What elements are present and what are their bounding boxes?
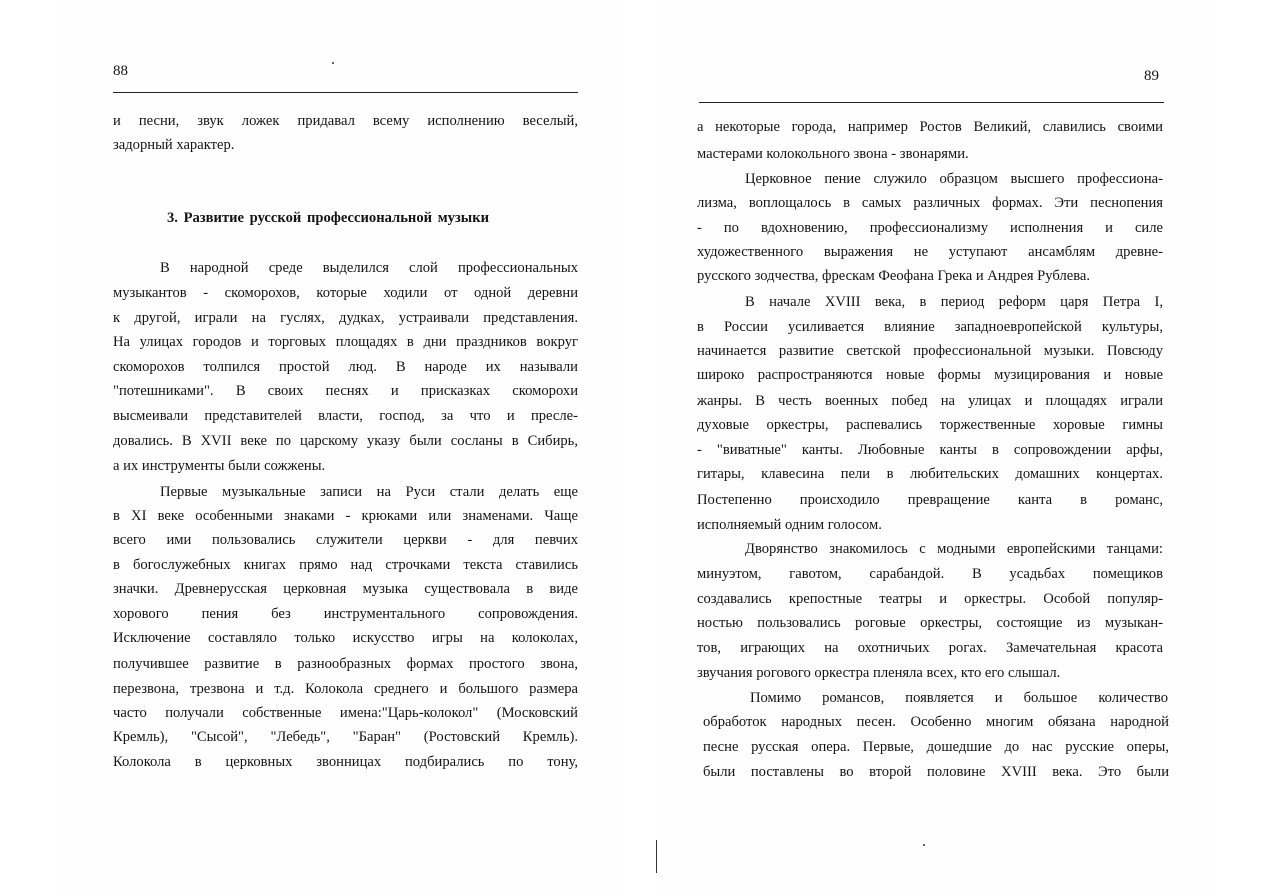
text-line: Первые музыкальные записи на Руси стали делать еще: [160, 484, 578, 500]
text-line: значки. Древнерусская церковная музыка существовала в виде: [113, 581, 578, 597]
text-line: задорный характер.: [113, 137, 235, 153]
text-line: исполняемый одним голосом.: [697, 517, 882, 533]
scan-speck: [923, 844, 925, 846]
text-line: в XI веке особенными знаками - крюками или знаменами. Чаще: [113, 508, 578, 524]
text-line: обработок народных песен. Особенно многим обязана народной: [703, 714, 1169, 730]
text-line: лизма, воплощалось в самых различных формах. Эти песнопения: [697, 195, 1163, 211]
text-line: художественного выражения не уступают ансамблям древне-: [697, 244, 1163, 260]
text-line: В начале XVIII века, в период реформ царя Петра I,: [745, 294, 1163, 310]
scan-speck: [332, 62, 334, 64]
text-line: Исключение составляло только искусство игры на колоколах,: [113, 630, 578, 646]
text-line: духовые оркестры, распевались торжественные хоровые гимны: [697, 417, 1163, 433]
text-line: начинается развитие светской профессиональной музыки. Повсюду: [697, 343, 1163, 359]
text-line: минуэтом, гавотом, сарабандой. В усадьбах помещиков: [697, 566, 1163, 582]
header-rule-left: [113, 92, 578, 93]
text-line: - по вдохновению, профессионализму исполнения и силе: [697, 220, 1163, 236]
text-line: довались. В XVII веке по царскому указу были сосланы в Сибирь,: [113, 433, 578, 449]
text-line: хорового пения без инструментального сопровождения.: [113, 606, 578, 622]
text-line: к другой, играли на гуслях, дудках, устраивали представления.: [113, 310, 578, 326]
text-line: всего ими пользовались служители церкви - для певчих: [113, 532, 578, 548]
header-rule-right: [699, 102, 1164, 103]
text-line: и песни, звук ложек придавал всему исполнению веселый,: [113, 113, 578, 129]
text-line: создавались крепостные театры и оркестры. Особой популяр-: [697, 591, 1163, 607]
text-line: широко распространяются новые формы музицирования и новые: [697, 367, 1163, 383]
text-line: скоморохов толпился простой люд. В народе их называли: [113, 359, 578, 375]
text-line: ностью пользовались роговые оркестры, состоящие из музыкан-: [697, 615, 1163, 631]
page-number-left: 88: [113, 63, 128, 79]
text-line: Постепенно происходило превращение канта в романс,: [697, 492, 1163, 508]
text-line: Дворянство знакомилось с модными европейскими танцами:: [745, 541, 1163, 557]
text-line: в России усиливается влияние западноевропейской культуры,: [697, 319, 1163, 335]
text-line: - "виватные" канты. Любовные канты в сопровождении арфы,: [697, 442, 1163, 458]
text-line: На улицах городов и торговых площадях в дни праздников вокруг: [113, 334, 578, 350]
text-line: тов, играющих на охотничьих рогах. Замечательная красота: [697, 640, 1163, 656]
text-line: перезвона, трезвона и т.д. Колокола среднего и большого размера: [113, 681, 578, 697]
text-line: звучания рогового оркестра пленяла всех, кто его слышал.: [697, 665, 1061, 681]
text-line: а некоторые города, например Ростов Великий, славились своими: [697, 119, 1163, 135]
text-line: русского зодчества, фрескам Феофана Грека и Андрея Рублева.: [697, 268, 1091, 284]
text-line: музыкантов - скоморохов, которые ходили от одной деревни: [113, 285, 578, 301]
text-line: а их инструменты были сожжены.: [113, 458, 326, 474]
text-line: Церковное пение служило образцом высшего профессиона-: [745, 171, 1163, 187]
text-line: были поставлены во второй половине XVIII века. Это были: [703, 764, 1169, 780]
text-line: Кремль), "Сысой", "Лебедь", "Баран" (Ростовский Кремль).: [113, 729, 578, 745]
text-line: жанры. В честь военных побед на улицах и площадях играли: [697, 393, 1163, 409]
text-line: песне русская опера. Первые, дошедшие до нас русские оперы,: [703, 739, 1169, 755]
text-line: в богослужебных книгах прямо над строчками текста ставились: [113, 557, 578, 573]
text-line: часто получали собственные имена:"Царь-колокол" (Московский: [113, 705, 578, 721]
text-line: гитары, клавесина пели в любительских домашних концертах.: [697, 466, 1163, 482]
page-number-right: 89: [1144, 68, 1159, 84]
section-heading: 3. Развитие русской профессиональной музыки: [167, 210, 490, 226]
text-line: "потешниками". В своих песнях и присказках скоморохи: [113, 383, 578, 399]
text-line: получившее развитие в разнообразных формах простого звона,: [113, 656, 578, 672]
text-line: высмеивали представителей власти, господ, за что и пресле-: [113, 408, 578, 424]
text-line: Помимо романсов, появляется и большое количество: [750, 690, 1168, 706]
text-line: мастерами колокольного звона - звонарями.: [697, 146, 969, 162]
binding-shadow: [656, 840, 657, 873]
text-line: Колокола в церковных звонницах подбирались по тону,: [113, 754, 578, 770]
text-line: В народной среде выделился слой профессиональных: [160, 260, 578, 276]
